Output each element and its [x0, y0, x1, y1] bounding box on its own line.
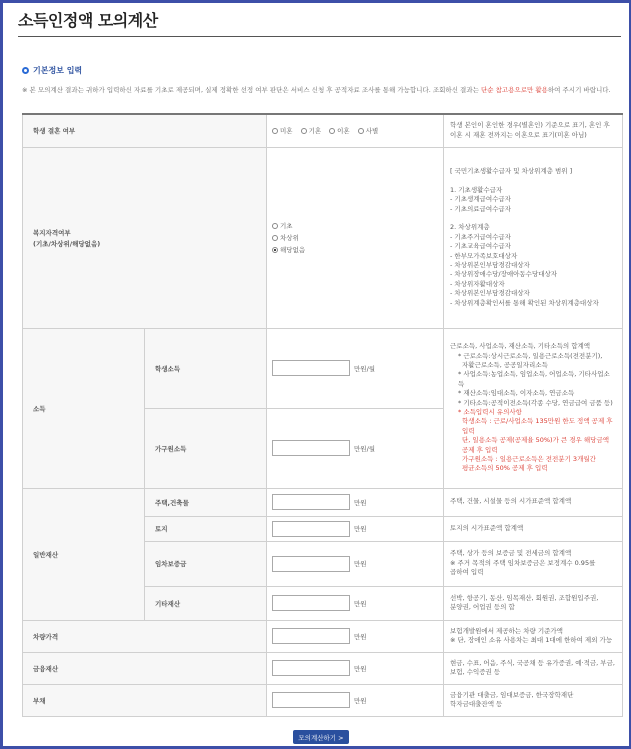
welfare-info-line — [450, 176, 616, 185]
debt-label: 부채 — [23, 684, 267, 716]
page-title: 소득인정액 모의계산 — [18, 11, 158, 30]
title-divider — [18, 36, 621, 37]
other-property-input[interactable] — [272, 595, 350, 611]
financial-info: 현금, 수표, 어음, 주식, 국공채 등 유가증권, 예·적금, 부금, 보험, 수익증권 등 — [444, 652, 623, 684]
welfare-info-line: - 차상위자활대상자 — [450, 279, 505, 288]
income-info-line: 단, 일용소득 공제(공제율 50%)가 큰 경우 해당금액 — [462, 436, 610, 445]
vehicle-row: 차량가격 만원 보험개발원에서 제공하는 차량 기준가액 ※ 단, 장애인 소유 사용차는 최대 1대에 한하여 제외 가능 — [23, 620, 623, 652]
welfare-radio-1[interactable] — [272, 233, 443, 242]
welfare-label: 복지자격여부 (기초/차상위/해당없음) — [23, 147, 267, 328]
house-input[interactable] — [272, 494, 350, 510]
welfare-info-line: - 차상위계층확인서를 통해 확인된 차상위계층대상자 — [450, 298, 599, 307]
income-info — [444, 328, 623, 488]
vehicle-info: 보험개발원에서 제공하는 차량 기준가액 ※ 단, 장애인 소유 사용차는 최대 1대에 한하여 제외 가능 — [444, 620, 623, 652]
income-label: 소득 — [23, 328, 145, 488]
debt-row: 부채 만원 금융기관 대출금, 임대보증금, 한국장학재단 학자금대출잔액 등 — [23, 684, 623, 716]
notice-highlight: 단순 참고용으로만 활용 — [480, 86, 548, 94]
calculation-form — [22, 113, 623, 717]
other-property-label: 기타재산 — [145, 586, 267, 620]
income-info-line: 공제 후 입력 — [462, 445, 498, 454]
marital-label: 학생 결혼 여부 — [23, 114, 267, 147]
house-label: 주택,건축물 — [145, 488, 267, 516]
welfare-info-line: - 기초주거급여수급자 — [450, 232, 511, 241]
income-info-line: 자활근로소득, 공공일자리소득 — [462, 360, 548, 369]
welfare-info-line: - 한부모가족보호대상자 — [450, 251, 518, 260]
notice-text: ※ 본 모의계산 결과는 귀하가 입력하신 자료를 기초로 제공되며, 실제 정확한 선정 여부 판단은 서비스 신청 후 공적자료 조사를 통해 가능합니다. 조회하신 결과는 단순 참고용으로만 활용하여 주시기 바랍니다. — [22, 86, 611, 94]
welfare-info-line: - 기초의료급여수급자 — [450, 204, 511, 213]
radio-circle-icon[interactable] — [301, 128, 307, 134]
welfare-radio-2[interactable] — [272, 245, 443, 254]
financial-label: 금융재산 — [23, 652, 267, 684]
radio-circle-icon[interactable] — [358, 128, 364, 134]
land-input[interactable] — [272, 521, 350, 537]
income-info-line: * 소득입력시 유의사항 — [458, 408, 522, 416]
deposit-label: 임차보증금 — [145, 541, 267, 586]
marital-radio-label: 사별 — [365, 127, 379, 136]
vehicle-label: 차량가격 — [23, 620, 267, 652]
welfare-info-line: - 기초생계급여수급자 — [450, 195, 511, 204]
household-income-input[interactable] — [272, 440, 350, 456]
marital-radio-0[interactable] — [272, 126, 293, 135]
welfare-info-line — [450, 214, 616, 223]
financial-input[interactable] — [272, 660, 350, 676]
radio-circle-icon[interactable] — [272, 235, 278, 241]
other-property-info: 선박, 항공기, 동산, 임목재산, 회원권, 조합원입주권, 분양권, 어업권 등의 합 — [444, 586, 623, 620]
property-row-land: 토지 만원 토지의 시가표준액 합계액 — [23, 516, 623, 541]
marital-info: 학생 본인이 혼인한 경우(별혼인) 기준으로 표기, 혼인 후 이혼 시 재혼 전까지는 이혼으로 표기(미혼 아님) — [444, 114, 623, 147]
radio-circle-icon[interactable] — [272, 223, 278, 229]
welfare-info-line: - 차상위본인부담경감대상자 — [450, 289, 530, 298]
income-info-line: * 기타소득:공적이전소득(각종 수당, 연금급여 금품 등) — [458, 398, 613, 407]
welfare-info-line: 1. 기초생활수급자 — [450, 185, 503, 194]
vehicle-input[interactable] — [272, 628, 350, 644]
financial-row: 금융재산 만원 현금, 수표, 어음, 주식, 국공채 등 유가증권, 예·적금, 부금, 보험, 수익증권 등 — [23, 652, 623, 684]
section-header — [22, 65, 82, 76]
welfare-radio-label: 기초 — [280, 222, 293, 230]
welfare-options — [267, 147, 444, 328]
section-bullet-icon — [22, 67, 29, 74]
radio-circle-icon[interactable] — [329, 128, 335, 134]
marital-radio-label: 이혼 — [337, 127, 350, 136]
land-info: 토지의 시가표준액 합계액 — [444, 516, 623, 541]
property-row-deposit: 임차보증금 만원 주택, 상가 등의 보증금 및 전세금의 합계액 ※ 주거 목적의 주택 임차보증금은 보정계수 0.95를 곱하여 입력 — [23, 541, 623, 586]
income-info-line: * 재산소득:임대소득, 이자소득, 연금소득 — [458, 389, 575, 398]
income-info-line: * 근로소득:상시근로소득, 일용근로소득(전전분기), — [458, 351, 603, 360]
income-household-row: 가구원소득 만원/월 — [23, 408, 623, 488]
income-info-line: * 사업소득:농업소득, 임업소득, 어업소득, 기타사업소득 — [458, 370, 610, 388]
property-row-other: 기타재산 만원 선박, 항공기, 동산, 임목재산, 회원권, 조합원입주권, 분양권, 어업권 등의 합 — [23, 586, 623, 620]
general-property-label: 일반재산 — [23, 488, 145, 620]
marital-row — [23, 114, 623, 147]
marital-options — [267, 114, 444, 147]
welfare-radio-0[interactable] — [272, 221, 443, 230]
marital-radio-label: 미혼 — [280, 127, 293, 136]
radio-circle-icon[interactable] — [272, 247, 278, 253]
student-income-input[interactable] — [272, 360, 350, 376]
income-info-line: 입력 — [462, 426, 475, 435]
welfare-info-line: 2. 차상위계층 — [450, 223, 490, 232]
welfare-info-line: - 차상위본인부담경감대상자 — [450, 261, 530, 270]
income-info-line: 근로소득, 사업소득, 재산소득, 기타소득의 합계액 — [450, 342, 591, 351]
property-row-house: 일반재산 주택,건축물 만원 주택, 건물, 시설물 등의 시가표준액 합계액 — [23, 488, 623, 516]
marital-radio-2[interactable] — [329, 126, 350, 135]
welfare-radio-label: 차상위 — [280, 234, 299, 242]
land-label: 토지 — [145, 516, 267, 541]
marital-radio-1[interactable] — [301, 126, 322, 135]
welfare-info-line: - 기초교육급여수급자 — [450, 242, 511, 251]
section-title: 기본정보 입력 — [33, 66, 83, 75]
welfare-info-line: - 차상위장애수당/장애아동수당대상자 — [450, 270, 558, 279]
income-info-line: 가구원소득 : 일용근로소득은 전전분기 3개월간 — [462, 455, 596, 464]
debt-input[interactable] — [272, 692, 350, 708]
house-info: 주택, 건물, 시설물 등의 시가표준액 합계액 — [444, 488, 623, 516]
welfare-info-line: [ 국민기초생활수급자 및 차상위계층 범위 ] — [450, 166, 573, 175]
deposit-info: 주택, 상가 등의 보증금 및 전세금의 합계액 ※ 주거 목적의 주택 임차보증금은 보정계수 0.95를 곱하여 입력 — [444, 541, 623, 586]
radio-circle-icon[interactable] — [272, 128, 278, 134]
marital-radio-label: 기혼 — [308, 127, 322, 136]
household-income-label: 가구원소득 — [145, 408, 267, 488]
calculate-button[interactable]: 모의계산하기 > — [293, 730, 349, 744]
income-info-line: 학생소득 : 근로/사업소득 135만원 한도 정액 공제 후 — [462, 417, 613, 426]
welfare-info — [444, 147, 623, 328]
income-student-row: 소득 학생소득 만원/월 근로소득, 사업소득, 재산소득, 기타소득의 합계액 * 근로소득:상시근로소득, 일용근로소득(전전분기), 자활근로소득, 공공일자리소득 * 사업소득:농업소득, 임업소득, 어업소득, 기타사업소득 * 재산소득:임대소득, 이자소득, 연금소득 * 기타소득:공적이전소득(각종 수당, 연금급여 금품 등) * 소득입력시 유의사항 학생소득 : 근로/사업소득 135만원 한도 정액 공제 후 입력 단, 일용소득 공제(공제율 50%)가 큰 경우 해당금액 공제 후 입력 가구원소득 : 일용근로소득은 전전분기 3개월간 평균소득의 50% 공제 후 입력 — [23, 328, 623, 408]
student-income-label: 학생소득 — [145, 328, 267, 408]
marital-radio-3[interactable] — [358, 126, 379, 135]
deposit-input[interactable] — [272, 556, 350, 572]
welfare-radio-label: 해당없음 — [280, 246, 306, 254]
income-info-line: 평균소득의 50% 공제 후 입력 — [462, 464, 548, 473]
debt-info: 금융기관 대출금, 임대보증금, 한국장학재단 학자금대출잔액 등 — [444, 684, 623, 716]
welfare-row — [23, 147, 623, 328]
